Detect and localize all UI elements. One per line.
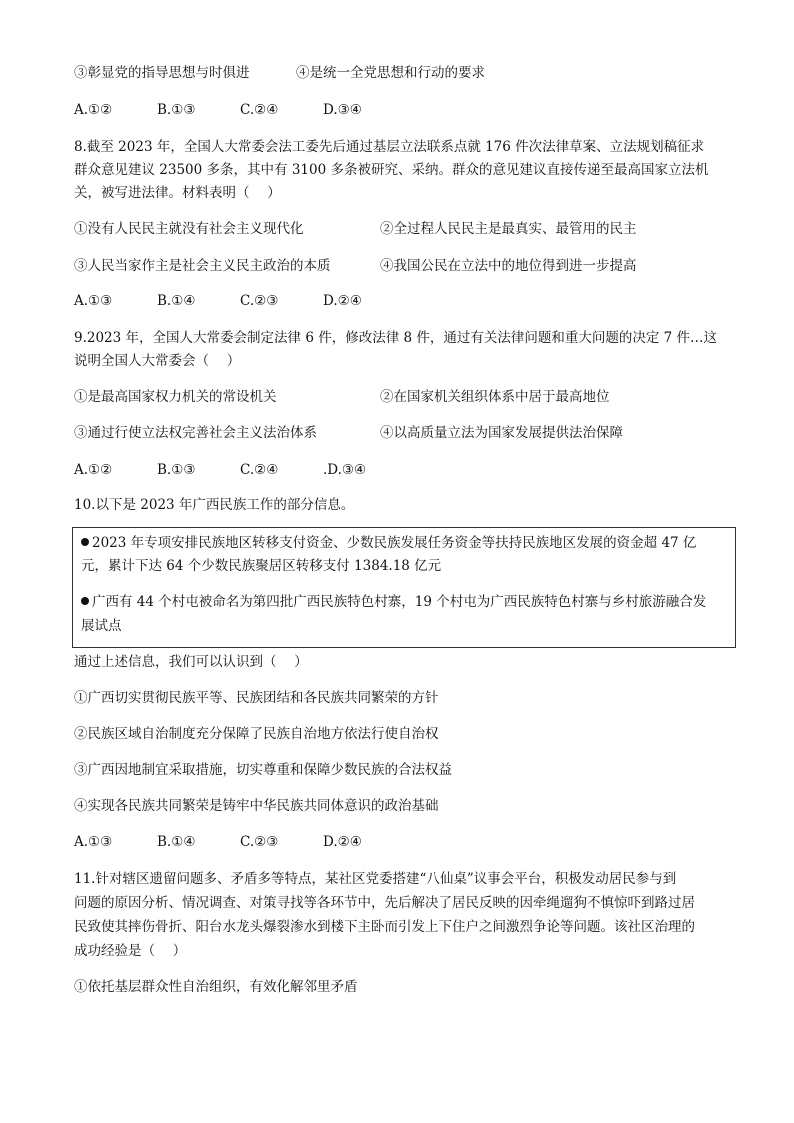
q8-statement-4: ④我国公民在立法中的地位得到进一步提高 bbox=[380, 258, 637, 274]
q9-stem-line-1: 9.2023 年，全国人大常委会制定法律 6 件，修改法律 8 件，通过有关法律问题和重大问题的决定 7 件…这 bbox=[74, 330, 718, 346]
q10-box-item-2-line-1: 广西有 44 个村屯被命名为第四批广西民族特色村寨，19 个村屯为广西民族特色村寨与乡村旅游融合发 bbox=[81, 592, 706, 612]
q11-stem-line-1: 11.针对辖区遗留问题多、矛盾多等特点，某社区党委搭建“八仙桌”议事会平台，积极发动居民参与到 bbox=[74, 871, 677, 887]
q10-statement-2: ②民族区域自治制度充分保障了民族自治地方依法行使自治权 bbox=[74, 726, 439, 742]
q10-box-item-1-line-2: 元，累计下达 64 个少数民族聚居区转移支付 1384.18 亿元 bbox=[81, 558, 442, 574]
q9-statement-3: ③通过行使立法权完善社会主义法治体系 bbox=[74, 425, 317, 441]
q8-stem-line-1: 8.截至 2023 年，全国人大常委会法工委先后通过基层立法联系点就 176 件次法律草案、立法规划稿征求 bbox=[74, 139, 705, 155]
q8-option-c: C.②③ bbox=[240, 293, 279, 309]
q11-statement-1: ①依托基层群众性自治组织，有效化解邻里矛盾 bbox=[74, 979, 358, 995]
q8-option-a: A.①③ bbox=[74, 293, 113, 309]
q10-statement-4: ④实现各民族共同繁荣是铸牢中华民族共同体意识的政治基础 bbox=[74, 798, 439, 814]
q9-option-c: C.②④ bbox=[240, 462, 279, 478]
q10-option-d: D.②④ bbox=[323, 834, 362, 850]
q10-box-item-1-line-1: 2023 年专项安排民族地区转移支付资金、少数民族发展任务资金等扶持民族地区发展的资金超 47 亿 bbox=[81, 533, 696, 553]
q10-statement-3: ③广西因地制宜采取措施，切实尊重和保障少数民族的合法权益 bbox=[74, 762, 452, 778]
q8-option-b: B.①④ bbox=[157, 293, 196, 309]
q10-option-b: B.①④ bbox=[157, 834, 196, 850]
q7-option-b: B.①③ bbox=[157, 102, 196, 118]
bullet-icon bbox=[81, 538, 89, 546]
q8-statement-1: ①没有人民民主就没有社会主义现代化 bbox=[74, 221, 304, 237]
q7-statement-4: ④是统一全党思想和行动的要求 bbox=[296, 65, 485, 81]
q10-option-a: A.①③ bbox=[74, 834, 113, 850]
q11-stem-line-2: 问题的原因分析、情况调查、对策寻找等各环节中，先后解决了居民反映的因牵绳遛狗不慎惊吓到路过居 bbox=[74, 895, 695, 911]
q11-stem-line-4: 成功经验是（ ） bbox=[74, 943, 187, 959]
q8-statement-3: ③人民当家作主是社会主义民主政治的本质 bbox=[74, 258, 331, 274]
q9-option-b: B.①③ bbox=[157, 462, 196, 478]
q11-stem-line-3: 民致使其摔伤骨折、阳台水龙头爆裂渗水到楼下主卧而引发上下住户之间激烈争论等问题。该社区治理的 bbox=[74, 919, 695, 935]
q10-statement-1: ①广西切实贯彻民族平等、民族团结和各民族共同繁荣的方针 bbox=[74, 690, 439, 706]
q10-question: 通过上述信息，我们可以认识到（ ） bbox=[74, 654, 308, 670]
q10-intro: 10.以下是 2023 年广西民族工作的部分信息。 bbox=[74, 497, 355, 513]
q8-option-d: D.②④ bbox=[323, 293, 362, 309]
q7-option-d: D.③④ bbox=[323, 102, 362, 118]
q7-statement-3: ③彰显党的指导思想与时俱进 bbox=[74, 65, 250, 81]
q9-option-d: .D.③④ bbox=[323, 462, 367, 478]
q10-option-c: C.②③ bbox=[240, 834, 279, 850]
q9-statement-4: ④以高质量立法为国家发展提供法治保障 bbox=[380, 425, 623, 441]
bullet-icon bbox=[81, 597, 89, 605]
q8-statement-2: ②全过程人民民主是最真实、最管用的民主 bbox=[380, 221, 637, 237]
q8-stem-line-2: 群众意见建议 23500 多条，其中有 3100 多条被研究、采纳。群众的意见建议直接传递至最高国家立法机 bbox=[74, 162, 709, 178]
q7-option-c: C.②④ bbox=[240, 102, 279, 118]
q9-statement-1: ①是最高国家权力机关的常设机关 bbox=[74, 389, 277, 405]
q9-option-a: A.①② bbox=[74, 462, 113, 478]
q10-info-box bbox=[72, 527, 736, 648]
q10-box-item-2-line-2: 展试点 bbox=[81, 618, 122, 634]
q8-stem-line-3: 关，被写进法律。材料表明（ ） bbox=[74, 185, 281, 201]
q7-option-a: A.①② bbox=[74, 102, 113, 118]
q9-stem-line-2: 说明全国人大常委会（ ） bbox=[74, 353, 241, 369]
q9-statement-2: ②在国家机关组织体系中居于最高地位 bbox=[380, 389, 610, 405]
